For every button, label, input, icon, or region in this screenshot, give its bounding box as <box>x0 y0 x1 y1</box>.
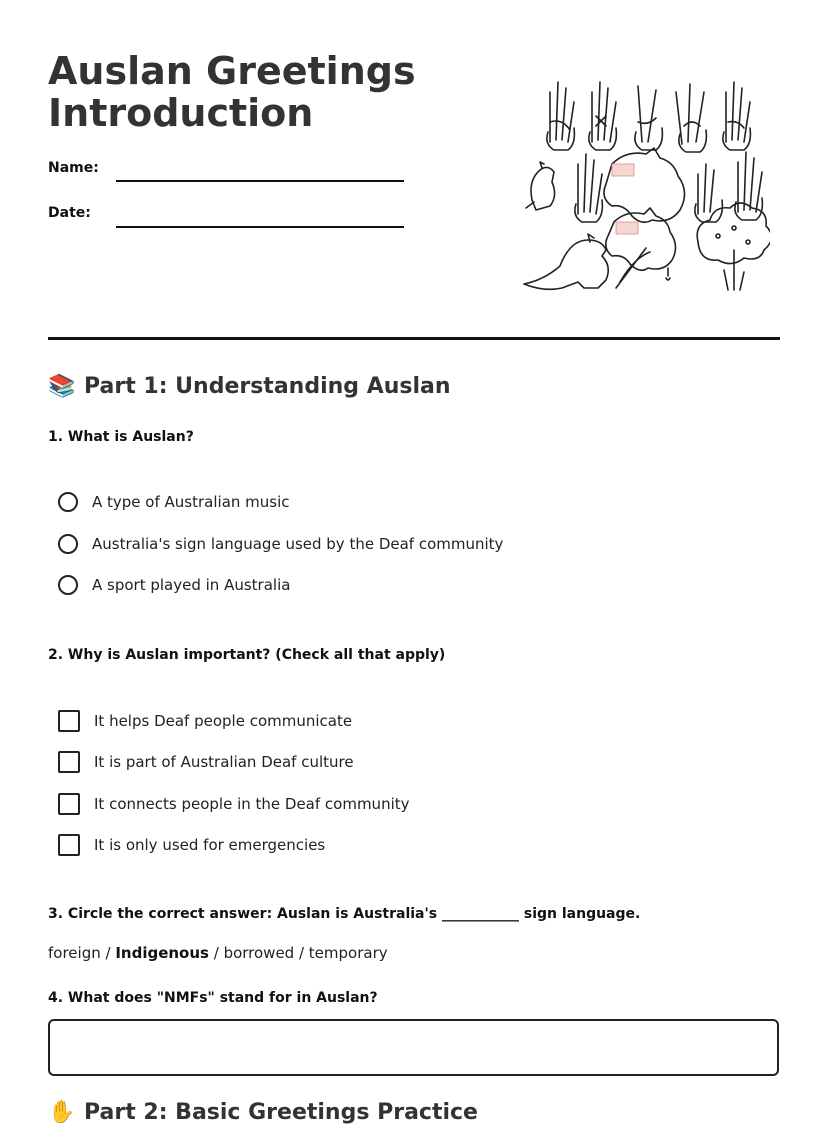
choice-separator: / <box>100 944 116 962</box>
q2-option[interactable] <box>58 751 354 773</box>
section-divider <box>48 337 780 340</box>
australia-map-icon <box>604 148 685 222</box>
q1-option[interactable] <box>58 534 503 554</box>
q1-option-label: A sport played in Australia <box>92 576 291 594</box>
q1-option-label: A type of Australian music <box>92 493 290 511</box>
date-line[interactable] <box>116 226 404 228</box>
radio-button[interactable] <box>58 534 78 554</box>
raised-hand-icon: ✋ <box>48 1100 76 1125</box>
q1-option[interactable] <box>58 575 290 595</box>
q2-option-label: It is part of Australian Deaf culture <box>94 753 354 771</box>
part1-heading <box>48 374 451 399</box>
hand-sign-icon <box>547 82 575 150</box>
q2-option-label: It helps Deaf people communicate <box>94 712 353 730</box>
small-kangaroo-icon <box>526 162 555 210</box>
choice-borrowed[interactable]: borrowed <box>223 944 295 962</box>
q1-option[interactable] <box>58 492 290 512</box>
radio-button[interactable] <box>58 492 78 512</box>
question-1: 1. What is Auslan? <box>48 429 194 445</box>
checkbox[interactable] <box>58 751 80 773</box>
worksheet-title: Auslan Greetings Introduction <box>48 49 416 135</box>
hand-sign-icon <box>695 164 723 222</box>
part2-heading-text: Part 2: Basic Greetings Practice <box>84 1100 478 1125</box>
date-label: Date: <box>48 205 91 221</box>
q2-option[interactable] <box>58 793 410 815</box>
hand-sign-icon <box>676 84 706 152</box>
choice-foreign[interactable]: foreign <box>48 944 101 962</box>
name-label: Name: <box>48 160 99 176</box>
choice-separator: / <box>294 944 309 962</box>
choice-temporary[interactable]: temporary <box>308 944 388 962</box>
checkbox[interactable] <box>58 834 80 856</box>
question-4: 4. What does "NMFs" stand for in Auslan? <box>48 990 378 1006</box>
q2-option-label: It connects people in the Deaf community <box>94 795 410 813</box>
answer-input-box[interactable] <box>48 1019 779 1076</box>
hand-sign-icon <box>575 154 603 222</box>
flag-icon <box>616 248 650 288</box>
auslan-illustration <box>520 72 770 298</box>
name-line[interactable] <box>116 180 404 182</box>
checkbox[interactable] <box>58 710 80 732</box>
hand-sign-icon <box>589 82 617 150</box>
part1-heading-text: Part 1: Understanding Auslan <box>84 374 451 399</box>
q1-option-label: Australia's sign language used by the Deaf community <box>92 535 504 553</box>
choice-separator: / <box>208 944 224 962</box>
books-icon: 📚 <box>48 374 76 399</box>
q2-option[interactable] <box>58 834 325 856</box>
q2-option[interactable] <box>58 710 352 732</box>
part2-heading <box>48 1100 478 1125</box>
kangaroo-icon <box>524 234 608 289</box>
word-choices <box>48 944 388 962</box>
question-2: 2. Why is Auslan important? (Check all that apply) <box>48 647 446 663</box>
question-3: 3. Circle the correct answer: Auslan is Australia's ___________ sign language. <box>48 906 641 922</box>
checkbox[interactable] <box>58 793 80 815</box>
choice-indigenous[interactable]: Indigenous <box>115 944 209 962</box>
radio-button[interactable] <box>58 575 78 595</box>
hand-sign-icon <box>723 82 751 150</box>
q2-option-label: It is only used for emergencies <box>94 836 326 854</box>
hand-sign-icon <box>635 86 663 150</box>
australia-map-icon <box>606 208 676 280</box>
